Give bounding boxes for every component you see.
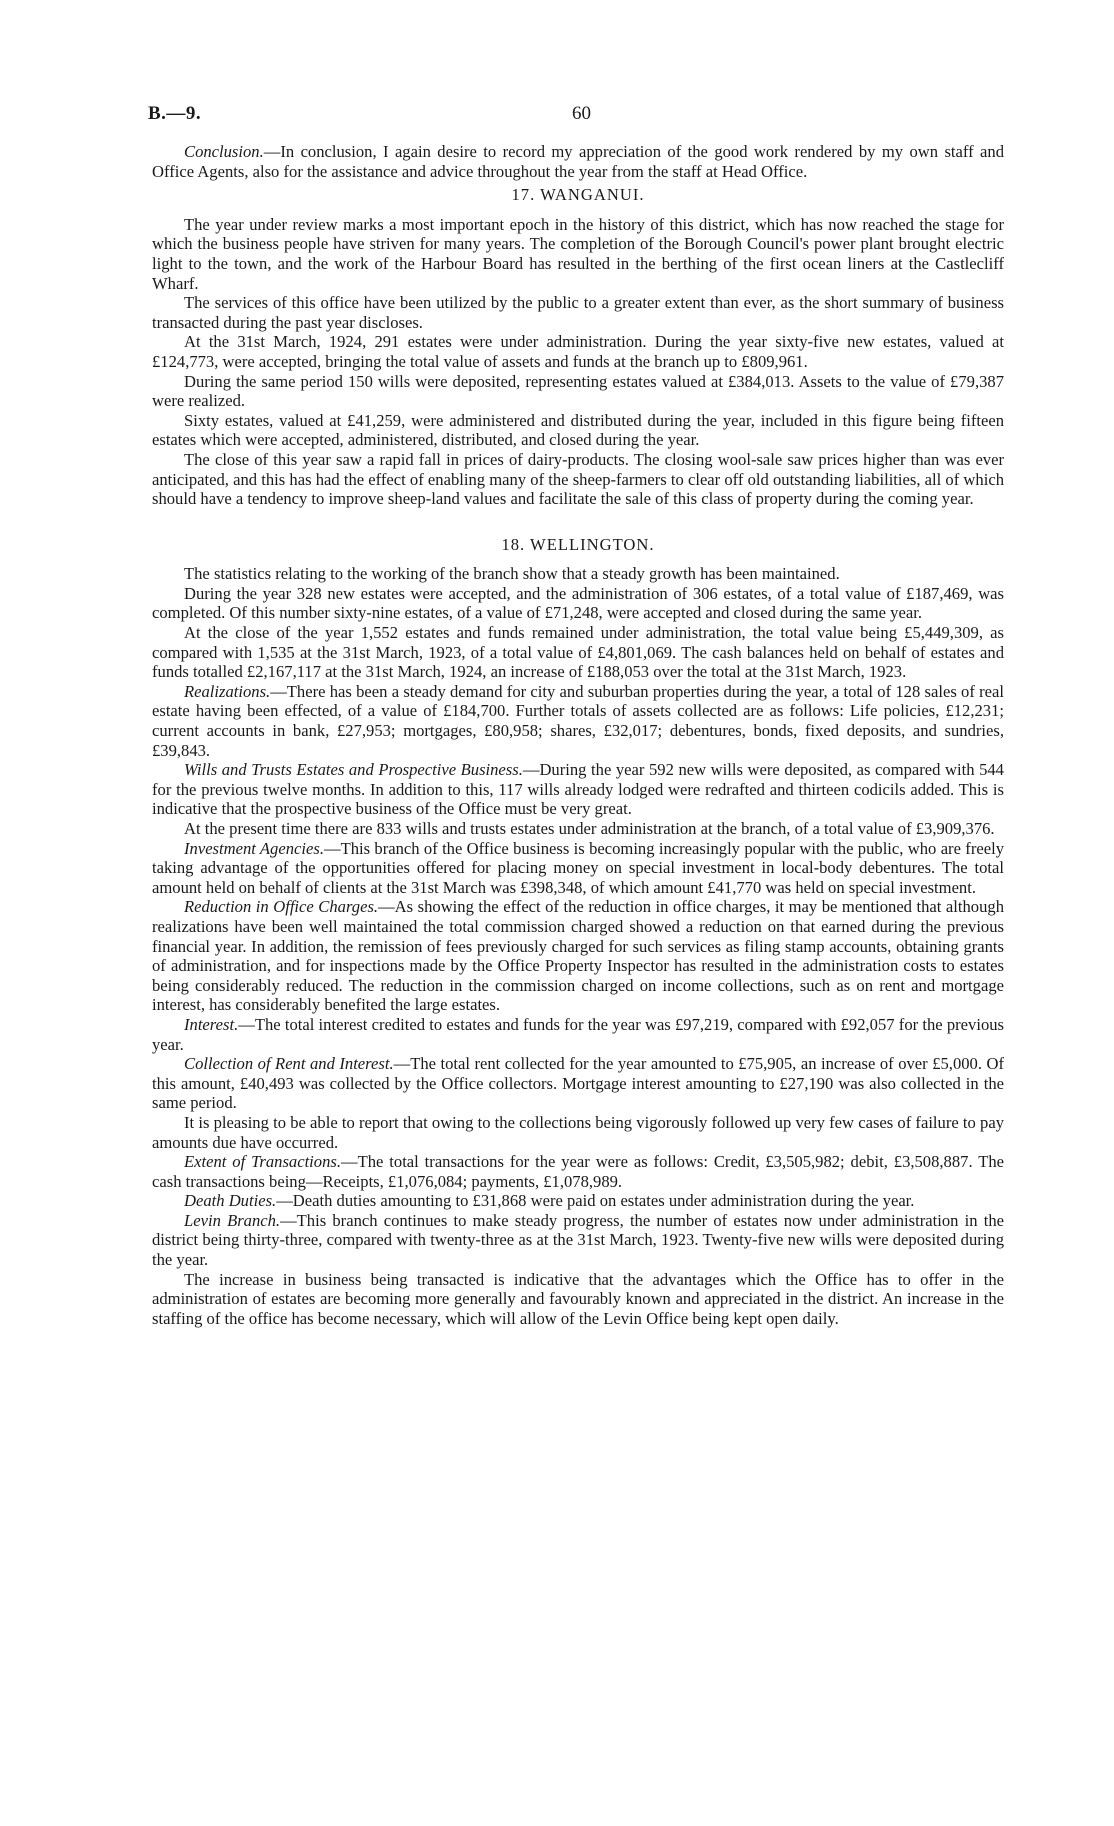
wills-paragraph (152, 760, 1004, 819)
levin-paragraph (152, 1211, 1004, 1270)
wanganui-paragraph: The services of this office have been utilized by the public to a greater extent than ever, as the short summary of business transacted during the past year discloses. (152, 293, 1004, 332)
death-duties-text: —Death duties amounting to £31,868 were paid on estates under administration during the year. (276, 1191, 915, 1211)
extent-text: —The total transactions for the year were as follows: Credit, £3,505,982; debit, £3,508,887. The cash transactions being—Receipts, £1,076,084; payments, £1,078,989. (152, 1152, 1004, 1191)
present-time-paragraph: At the present time there are 833 wills and trusts estates under administration at the branch, of a total value of £3,909,376. (184, 819, 995, 838)
reduction-text: —As showing the effect of the reduction in office charges, it may be mentioned that although realizations have been well maintained the total commission charged showed a reduction on that earned during the previous financial year. In addition, the remission of fees previously charged for such services as filing stamp accounts, obtaining grants of administration, and for inspections made by the Office Property Inspector has resulted in the administration costs to estates being considerably reduced. The reduction in the commission charged on income collections, such as on rent and mortgage interest, has considerably benefited the large estates. (152, 897, 1004, 1015)
wellington-statistics-paragraph: The statistics relating to the working of the branch show that a steady growth has been maintained. (184, 564, 840, 584)
increase-paragraph: The increase in business being transacted is indicative that the advantages which the Office has to offer in the administration of estates are becoming more generally and favourably known and appreciated in the district. An increase in the staffing of the office has become necessary, which will allow of the Levin Office being kept open daily. (152, 1269, 1004, 1328)
levin-lead: Levin Branch. (184, 1210, 281, 1230)
interest-lead: Interest. (184, 1014, 239, 1034)
page-number: 60 (572, 103, 591, 124)
extent-paragraph (152, 1152, 1004, 1191)
wills-text: —During the year 592 new wills were deposited, as compared with 544 for the previous twelve months. In addition to this, 117 wills already lodged were redrafted and thirteen codicils added. This is indicative that the prospective business of the Office must be very great. (152, 760, 1004, 819)
conclusion-paragraph (152, 142, 1004, 181)
section-gap (152, 509, 1004, 531)
investment-lead: Investment Agencies. (184, 838, 324, 858)
investment-paragraph (152, 839, 1004, 898)
wills-lead: Wills and Trusts Estates and Prospective Business. (184, 760, 523, 780)
reduction-lead: Reduction in Office Charges. (184, 897, 379, 917)
collection-lead: Collection of Rent and Interest. (184, 1054, 394, 1074)
conclusion-text: —In conclusion, I again desire to record my appreciation of the good work rendered by my own staff and Office Agents, also for the assistance and advice throughout the year from the staff at Head Office. (152, 142, 1004, 181)
realizations-text: —There has been a steady demand for city and suburban properties during the year, a total of 128 sales of real estate having been effected, of a value of £184,700. Further totals of assets collected are as follows: Life policies, £12,231; current accounts in bank, £27,953; mortgages, £80,958; shares, £32,017; debentures, bonds, fixed deposits, and sundries, £39,843. (152, 681, 1004, 760)
death-duties-lead: Death Duties. (184, 1191, 277, 1211)
wellington-close-paragraph: At the close of the year 1,552 estates and funds remained under administration, the total value being £5,449,309, as compared with 1,535 at the 31st March, 1923, of a total value of £4,801,069. The cash balances held on behalf of estates and funds totalled £2,167,117 at the 31st March, 1924, an increase of £188,053 over the total at the 31st March, 1923. (152, 623, 1004, 682)
death-duties-paragraph (152, 1191, 1004, 1211)
wanganui-paragraph: At the 31st March, 1924, 291 estates were under administration. During the year sixty-five new estates, valued at £124,773, were accepted, bringing the total value of assets and funds at the branch up to £809,961. (152, 332, 1004, 371)
collection-text: —The total rent collected for the year amounted to £75,905, an increase of over £5,000. Of this amount, £40,493 was collected by the Office collectors. Mortgage interest amounting to £27,190 was also collected in the same period. (152, 1054, 1004, 1113)
conclusion-lead: Conclusion. (184, 142, 264, 161)
wanganui-paragraph: During the same period 150 wills were deposited, representing estates valued at £384,013. Assets to the value of £79,387 were realized. (152, 371, 1004, 411)
realizations-lead: Realizations. (184, 681, 271, 701)
extent-lead: Extent of Transactions. (184, 1152, 341, 1172)
reduction-paragraph (152, 897, 1004, 1015)
wanganui-paragraph: Sixty estates, valued at £41,259, were administered and distributed during the year, included in this figure being fifteen estates which were accepted, administered, distributed, and closed during the year. (152, 410, 1004, 450)
wanganui-paragraph: The year under review marks a most important epoch in the history of this district, which has now reached the stage for which the business people have striven for many years. The completion of the Borough Council's power plant brought electric light to the town, and the work of the Harbour Board has resulted in the berthing of the first ocean liners at the Castlecliff Wharf. (152, 214, 1004, 293)
page-header (148, 103, 1004, 134)
document-reference: B.—9. (148, 103, 202, 124)
wanganui-paragraph: The close of this year saw a rapid fall in prices of dairy-products. The closing wool-sale saw prices higher than was ever anticipated, and this has had the effect of enabling many of the sheep-farmers to clear off old outstanding liabilities, all of which should have a tendency to improve sheep-land values and facilitate the sale of this class of property during the coming year. (152, 449, 1004, 509)
realizations-paragraph (152, 682, 1004, 760)
section-heading-wellington: 18. WELLINGTON. (501, 534, 655, 554)
pleasing-paragraph: It is pleasing to be able to report that owing to the collections being vigorously followed up very few cases of failure to pay amounts due have occurred. (152, 1112, 1004, 1152)
interest-text: —The total interest credited to estates and funds for the year was £97,219, compared with £92,057 for the previous year. (152, 1014, 1004, 1054)
collection-paragraph (152, 1054, 1004, 1113)
interest-paragraph (152, 1015, 1004, 1054)
section-heading-wanganui: 17. WANGANUI. (511, 185, 645, 205)
levin-text: —This branch continues to make steady progress, the number of estates now under administration in the district being thirty-three, compared with twenty-three as at the 31st March, 1923. Twenty-five new wills were deposited during the year. (152, 1210, 1004, 1270)
wellington-estates-paragraph: During the year 328 new estates were accepted, and the administration of 306 estates, of a total value of £187,469, was completed. Of this number sixty-nine estates, of a value of £71,248, were accepted and closed during the same year. (152, 583, 1004, 623)
investment-text: —This branch of the Office business is becoming increasingly popular with the public, who are freely taking advantage of the opportunities offered for placing money on special investment in local-body debentures. The total amount held on behalf of clients at the 31st March was £398,348, of which amount £41,770 was held on special investment. (152, 838, 1004, 897)
